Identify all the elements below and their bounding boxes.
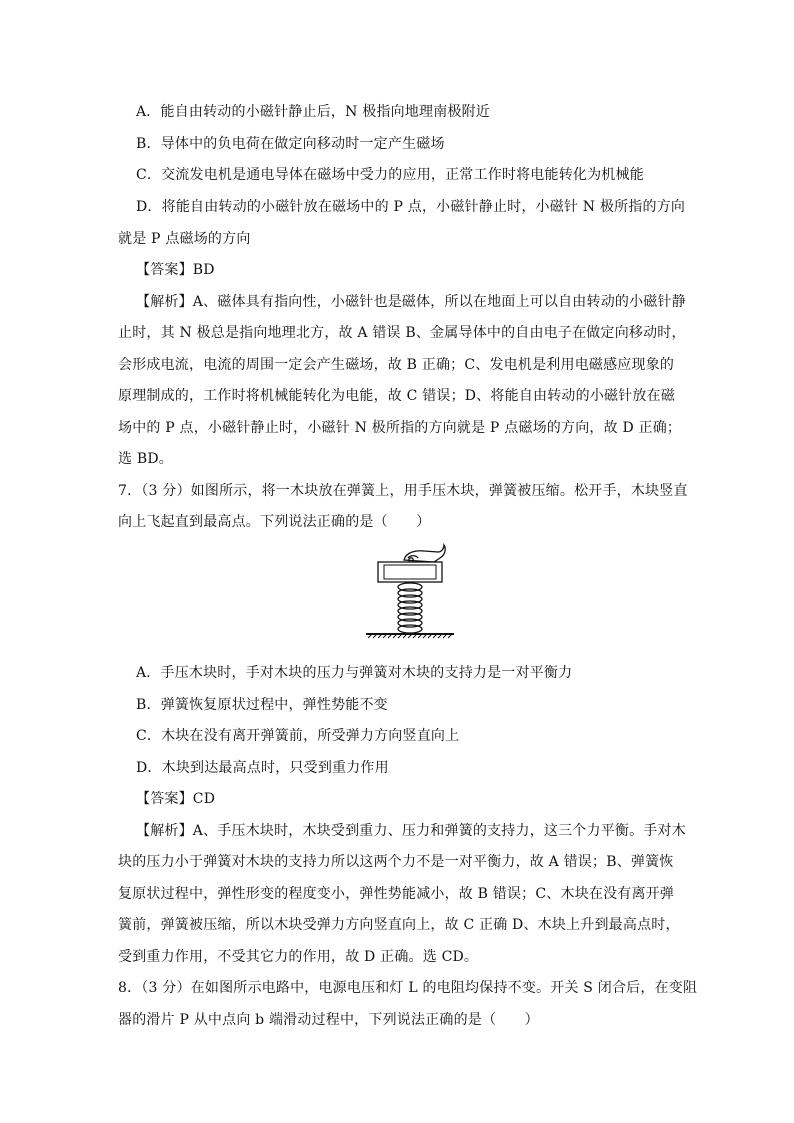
q6-answer: 【答案】BD [136, 262, 215, 278]
q6-analysis-line: 会形成电流，电流的周围一定会产生磁场，故 B 正确；C、发电机是利用电磁感应现象的 [118, 357, 675, 373]
q7-option-c: C．木块在没有离开弹簧前，所受弹力方向竖直向上 [136, 728, 460, 744]
q7-option-a: A．手压木块时，手对木块的压力与弹簧对木块的支持力是一对平衡力 [136, 665, 573, 681]
q6-analysis-line: 止时，其 N 极总是指向地理北方，故 A 错误 B、金属导体中的自由电子在做定向移动时， [118, 325, 686, 341]
q7-analysis-line: 【解析】A、手压木块时，木块受到重力、压力和弹簧的支持力，这三个力平衡。手对木 [136, 823, 686, 839]
q7-analysis-line: 簧前，弹簧被压缩，所以木块受弹力方向竖直向上，故 C 正确 D、木块上升到最高点时， [118, 917, 680, 933]
spring-coils [398, 583, 422, 633]
q6-analysis-line: 【解析】A、磁体具有指向性，小磁针也是磁体，所以在地面上可以自由转动的小磁针静 [136, 294, 686, 310]
q6-option-d-continued: 就是 P 点磁场的方向 [118, 231, 251, 247]
q7-answer: 【答案】CD [136, 791, 216, 807]
q6-analysis-line: 原理制成的，工作时将机械能转化为电能，故 C 错误；D、将能自由转动的小磁针放在磁 [118, 388, 676, 404]
q6-option-a: A．能自由转动的小磁针静止后，N 极指向地理南极附近 [136, 104, 491, 120]
spring-block-figure [364, 542, 456, 646]
q6-analysis-line: 选 BD。 [118, 451, 173, 467]
q7-analysis-line: 块的压力小于弹簧对木块的支持力所以这两个力不是一对平衡力，故 A 错误；B、弹簧恢 [118, 854, 674, 870]
q6-option-d: D．将能自由转动的小磁针放在磁场中的 P 点，小磁针静止时，小磁针 N 极所指的方向 [136, 199, 686, 215]
q7-analysis-line: 受到重力作用，不受其它力的作用，故 D 正确。选 CD。 [118, 949, 479, 965]
q7-stem-line: 7．（3 分）如图所示，将一木块放在弹簧上，用手压木块，弹簧被压缩。松开手，木块竖直 [118, 483, 688, 499]
q8-stem-line: 8．（3 分）在如图所示电路中，电源电压和灯 L 的电阻均保持不变。开关 S 闭合后，在变阻 [118, 980, 698, 996]
q6-option-b: B．导体中的负电荷在做定向移动时一定产生磁场 [136, 136, 445, 152]
q6-analysis-line: 场中的 P 点，小磁针静止时，小磁针 N 极所指的方向就是 P 点磁场的方向，故 D 正确； [118, 420, 682, 436]
q8-stem-line: 器的滑片 P 从中点向 b 端滑动过程中，下列说法正确的是（ ） [118, 1012, 539, 1028]
q6-option-c: C．交流发电机是通电导体在磁场中受力的应用，正常工作时将电能转化为机械能 [136, 167, 644, 183]
q7-stem-line: 向上飞起直到最高点。下列说法正确的是（ ） [118, 514, 431, 530]
q7-option-b: B．弹簧恢复原状过程中，弹性势能不变 [136, 697, 388, 713]
hand-icon [404, 545, 445, 562]
q7-option-d: D．木块到达最高点时，只受到重力作用 [136, 760, 389, 776]
q7-analysis-line: 复原状过程中，弹性形变的程度变小，弹性势能减小，故 B 错误；C、木块在没有离开弹 [118, 886, 675, 902]
